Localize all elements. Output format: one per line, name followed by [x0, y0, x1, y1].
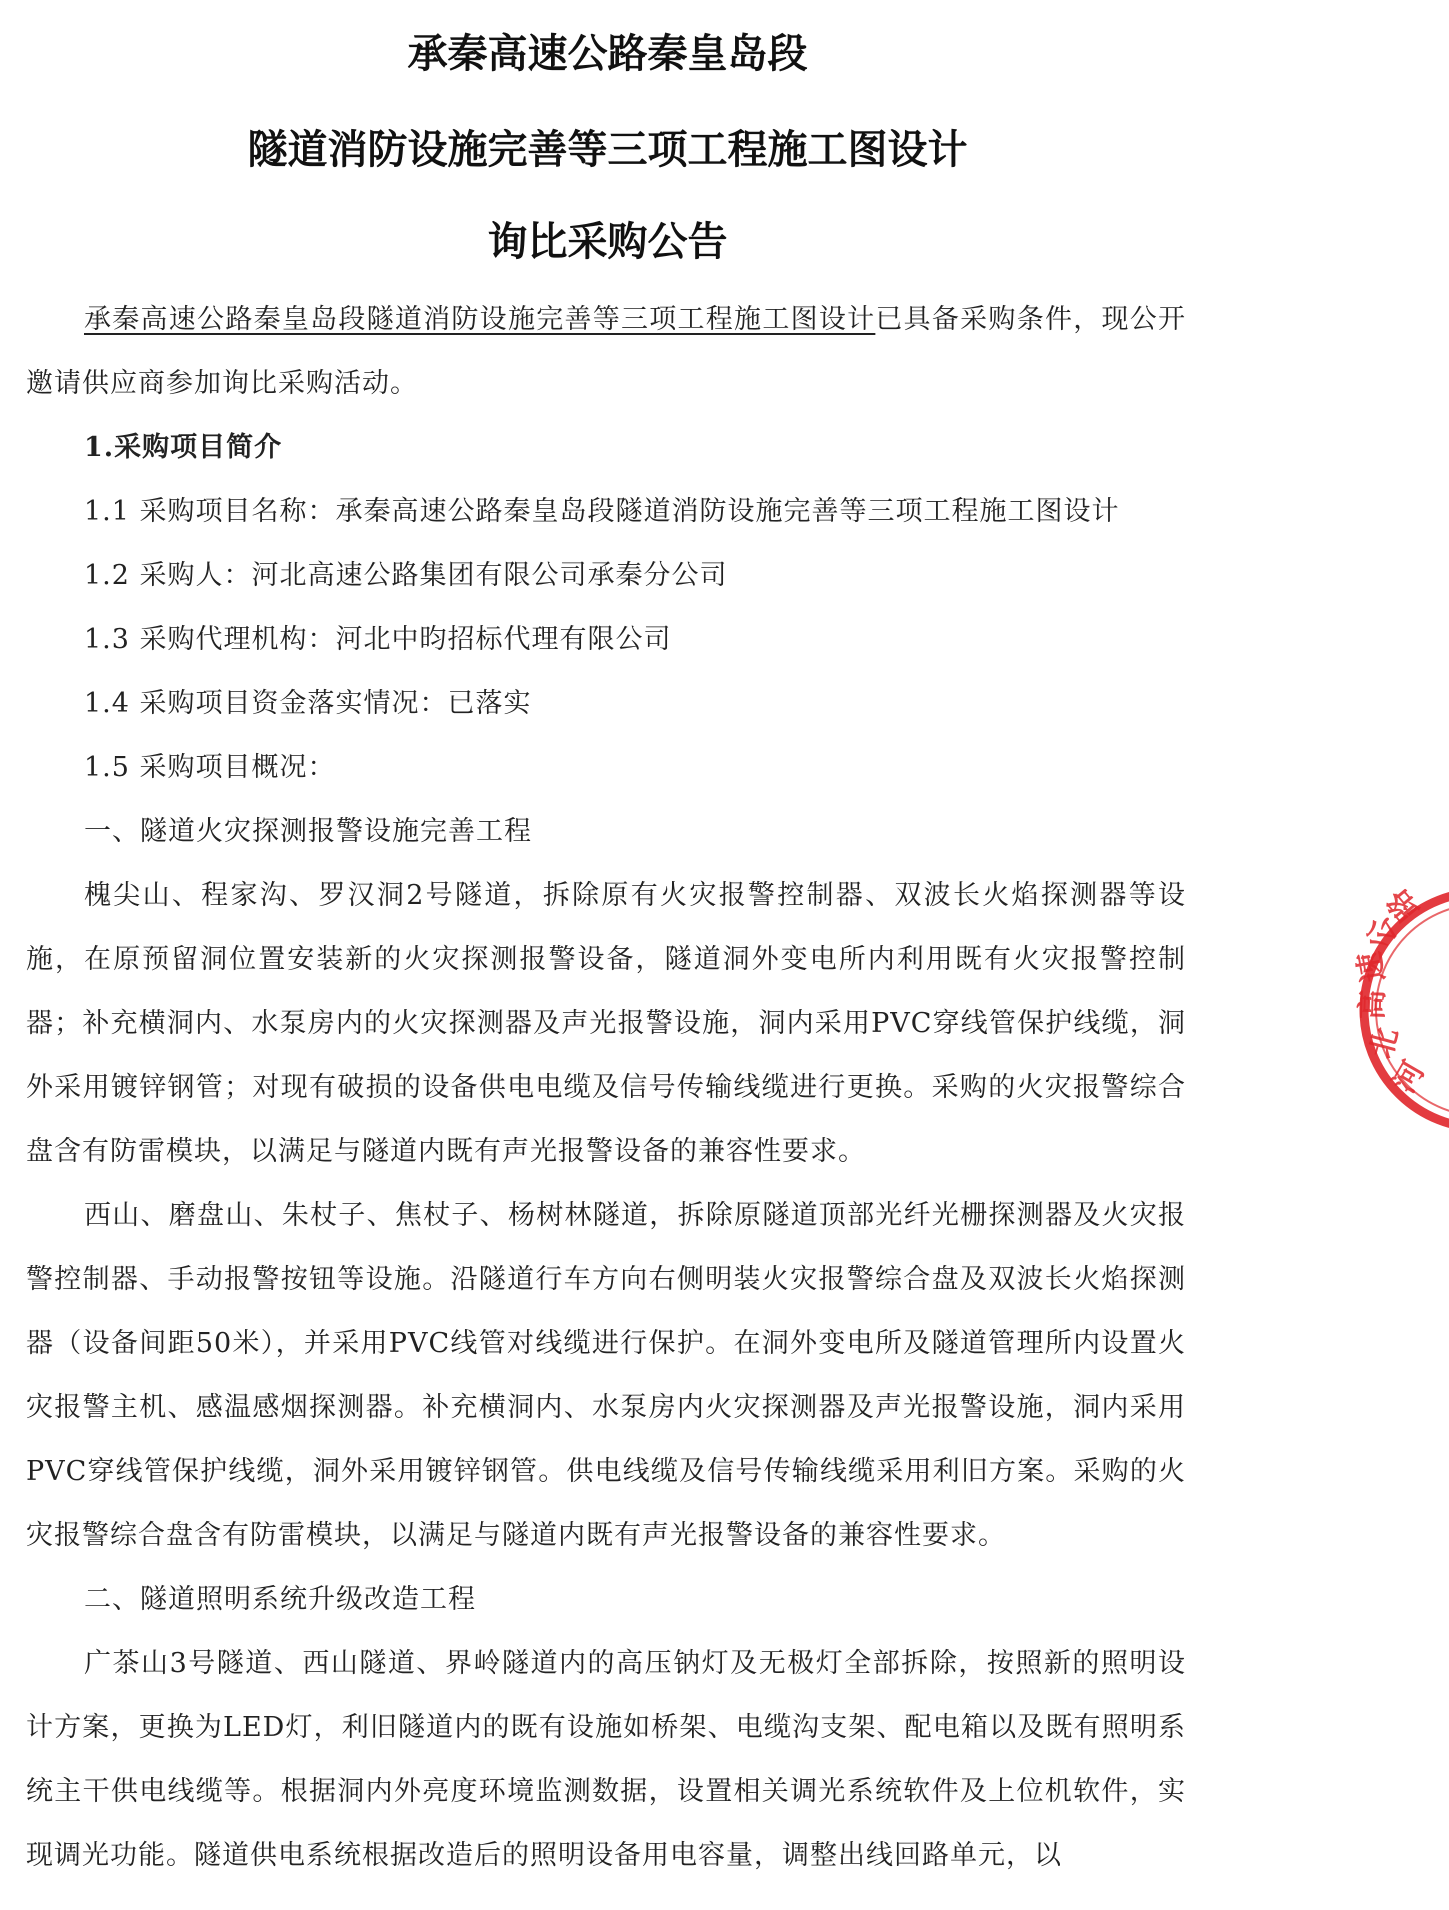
- intro-project-name: 承秦高速公路秦皇岛段隧道消防设施完善等三项工程施工图设计: [84, 304, 876, 335]
- project-1-paragraph-1: 槐尖山、程家沟、罗汉洞2号隧道，拆除原有火灾报警控制器、双波长火焰探测器等设施，在原预留洞位置安装新的火灾探测报警设备，隧道洞外变电所内利用既有火灾报警控制器；补充横洞内、水泵房内的火灾探测器及声光报警设施，洞内采用PVC穿线管保护线缆，洞外采用镀锌钢管；对现有破损的设备供电电缆及信号传输线缆进行更换。采购的火灾报警综合盘含有防雷模块，以满足与隧道内既有声光报警设备的兼容性要求。: [26, 880, 1186, 1167]
- svg-text:公: 公: [1359, 911, 1405, 954]
- item-1-4: 1.4 采购项目资金落实情况：已落实: [84, 688, 532, 719]
- svg-text:河: 河: [1386, 1055, 1432, 1099]
- document-title-line-2: 隧道消防设施完善等三项工程施工图设计: [247, 127, 968, 173]
- project-1-paragraph-2: 西山、磨盘山、朱杖子、焦杖子、杨树林隧道，拆除原隧道顶部光纤光栅探测器及火灾报警控制器、手动报警按钮等设施。沿隧道行车方向右侧明装火灾报警综合盘及双波长火焰探测器（设备间距50米），并采用PVC线管对线缆进行保护。在洞外变电所及隧道管理所内设置火灾报警主机、感温感烟探测器。补充横洞内、水泵房内火灾探测器及声光报警设施，洞内采用PVC穿线管保护线缆，洞外采用镀锌钢管。供电线缆及信号传输线缆采用利旧方案。采购的火灾报警综合盘含有防雷模块，以满足与隧道内既有声光报警设备的兼容性要求。: [26, 1200, 1186, 1551]
- svg-text:北: 北: [1363, 1024, 1406, 1063]
- intro-paragraph: [26, 288, 1186, 416]
- official-seal-stamp: [1352, 880, 1449, 1140]
- project-2-paragraph-1: 广茶山3号隧道、西山隧道、界岭隧道内的高压钠灯及无极灯全部拆除，按照新的照明设计方案，更换为LED灯，利旧隧道内的既有设施如桥架、电缆沟支架、配电箱以及既有照明系统主干供电线缆等。根据洞内外亮度环境监测数据，设置相关调光系统软件及上位机软件，实现调光功能。隧道供电系统根据改造后的照明设备用电容量，调整出线回路单元，以: [26, 1648, 1186, 1871]
- svg-text:速: 速: [1352, 949, 1392, 985]
- item-1-1: 1.1 采购项目名称：承秦高速公路秦皇岛段隧道消防设施完善等三项工程施工图设计: [84, 496, 1120, 527]
- project-2-heading: 二、隧道照明系统升级改造工程: [84, 1584, 476, 1615]
- svg-text:高: 高: [1355, 989, 1392, 1021]
- intro-rest: 已具备采购条件，现公开邀请供应商参加询比采购活动。: [26, 304, 1187, 399]
- section-1-heading: 1.采购项目简介: [84, 432, 283, 463]
- document-title-line-3: 询比采购公告: [487, 219, 728, 265]
- item-1-2: 1.2 采购人：河北高速公路集团有限公司承秦分公司: [84, 560, 728, 591]
- item-1-3: 1.3 采购代理机构：河北中昀招标代理有限公司: [84, 624, 672, 655]
- project-1-heading: 一、隧道火灾探测报警设施完善工程: [84, 816, 532, 847]
- item-1-5: 1.5 采购项目概况：: [84, 752, 336, 783]
- svg-text:路: 路: [1380, 881, 1427, 928]
- document-body: [26, 288, 1186, 1888]
- document-title-line-1: 承秦高速公路秦皇岛段: [407, 31, 808, 77]
